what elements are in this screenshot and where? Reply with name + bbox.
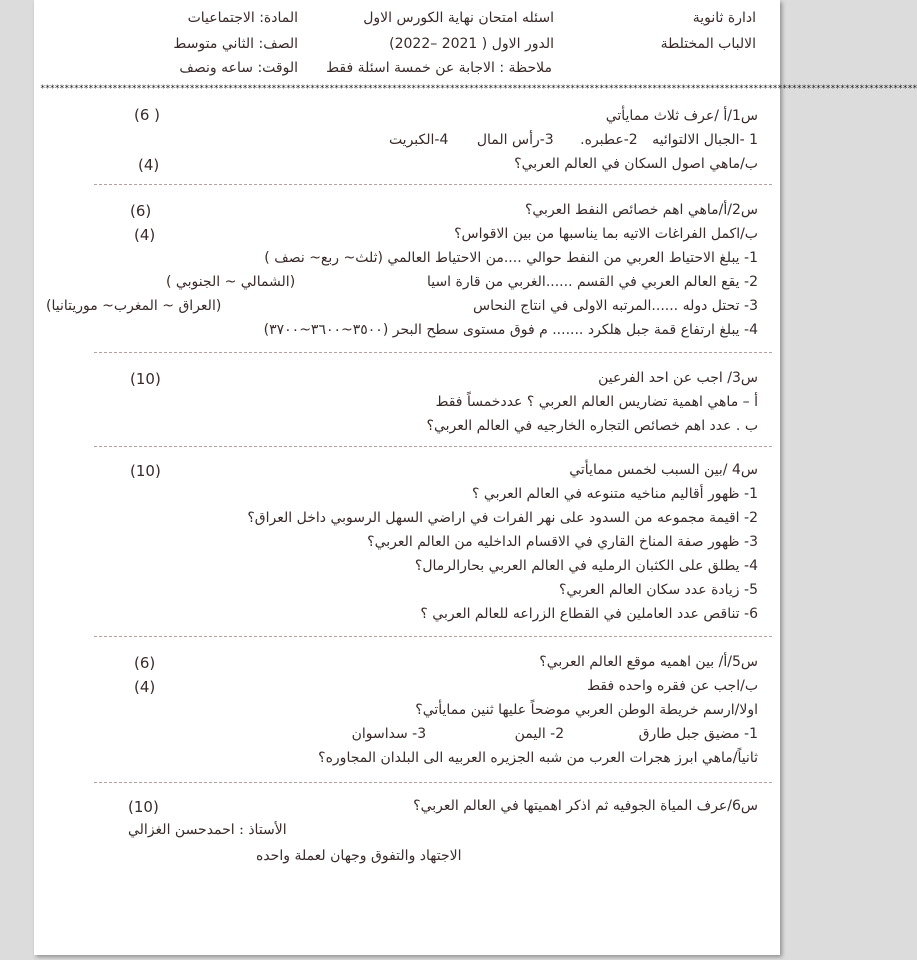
q4-title: س4 /بين السبب لخمس ممايأتي <box>569 462 758 478</box>
header-school-type: الالباب المختلطة <box>660 36 756 52</box>
q2-item-3: 3- تحتل دوله ......المرتبه الاولى في انتاج النحاس <box>473 298 758 314</box>
q5-map-items <box>352 726 758 742</box>
q2-part-b-mark: (4) <box>134 226 156 244</box>
q4-mark: (10) <box>130 462 161 480</box>
q2-item-3-options: (العراق ~ المغرب~ موريتانيا) <box>46 298 222 314</box>
q4-item-3: 3- ظهور صفة المناخ القاري في الاقسام الداخليه من العالم العربي؟ <box>367 534 758 550</box>
q1-term-1: 1 -الجبال الالتوائيه <box>652 132 758 148</box>
header-school: ادارة ثانوية <box>692 10 756 26</box>
q6-mark: (10) <box>128 798 159 816</box>
separator <box>94 352 772 353</box>
q2-part-b: ب/اكمل الفراغات الاتيه بما يناسبها من بين الاقواس؟ <box>454 226 758 242</box>
q4-item-2: 2- اقيمة مجموعه من السدود على نهر الفرات في اراضي السهل الرسوبي داخل العراق؟ <box>247 510 758 526</box>
q1-term-4: 4-الكبريت <box>388 132 449 148</box>
header-note: ملاحظة : الاجابة عن خمسة اسئلة فقط <box>326 60 552 76</box>
q3-mark: (10) <box>130 370 161 388</box>
q2-part-a-mark: (6) <box>130 202 152 220</box>
header-class: الصف: الثاني متوسط <box>173 36 298 52</box>
stars-divider: ************************************************************************************************************************************************************************************** <box>40 84 917 94</box>
q4-item-5: 5- زيادة عدد سكان العالم العربي؟ <box>558 582 758 598</box>
q5-part-b-mark: (4) <box>134 678 156 696</box>
separator <box>94 636 772 637</box>
separator <box>94 446 772 447</box>
header-subject: المادة: الاجتماعيات <box>187 10 298 26</box>
exam-page <box>34 0 917 955</box>
q5-map-item-3: 3- سداسوان <box>351 726 427 742</box>
header-exam-round: الدور الاول ( 2021 –2022) <box>389 36 554 52</box>
q5-part-a: س5/أ/ بين اهميه موقع العالم العربي؟ <box>539 654 758 670</box>
q1-part-a-mark: (6 ) <box>134 106 161 124</box>
q3-title: س3/ اجب عن احد الفرعين <box>598 370 758 386</box>
q3-part-a: أ – ماهي اهمية تضاريس العالم العربي ؟ عددخمساً فقط <box>435 394 758 410</box>
header-exam-title: اسئله امتحان نهاية الكورس الاول <box>363 10 554 26</box>
q5-part-b: ب/اجب عن فقره واحده فقط <box>587 678 758 694</box>
q1-terms <box>389 132 758 148</box>
q5-map-item-2: 2- اليمن <box>514 726 565 742</box>
q2-item-1: 1- يبلغ الاحتياط العربي من النفط حوالي ....من الاحتياط العالمي (ثلث~ ربع~ نصف ) <box>264 250 758 266</box>
q4-item-1: 1- ظهور أقاليم مناخيه متنوعه في العالم العربي ؟ <box>472 486 758 502</box>
q6-title: س6/عرف المياة الجوفيه ثم اذكر اهميتها في العالم العربي؟ <box>413 798 758 814</box>
separator <box>94 184 772 185</box>
q5-map-item-1: 1- مضيق جبل طارق <box>638 726 758 742</box>
header-time: الوقت: ساعه ونصف <box>179 60 298 76</box>
q4-item-6: 6- تناقص عدد العاملين في القطاع الزراعه للعالم العربي ؟ <box>420 606 758 622</box>
q2-part-a: س2/أ/ماهي اهم خصائص النفط العربي؟ <box>524 202 758 218</box>
separator <box>94 782 772 783</box>
q5-second-option: ثانياً/ماهي ابرز هجرات العرب من شبه الجزيره العربيه الى البلدان المجاوره؟ <box>318 750 758 766</box>
q1-part-a: س1/أ /عرف ثلاث ممايأتي <box>605 108 758 124</box>
q2-item-2-options: (الشمالي ~ الجنوبي ) <box>166 274 296 290</box>
q2-item-4: 4- يبلغ ارتفاع قمة جبل هلكرد ....... م فوق مستوى سطح البحر (٣٥٠٠~٣٦٠٠~٣٧٠٠) <box>263 322 758 338</box>
q5-first-option: اولا/ارسم خريطة الوطن العربي موضحاً عليها ثنين ممايأتي؟ <box>415 702 758 718</box>
q3-part-b: ب . عدد اهم خصائص التجاره الخارجيه في العالم العربي؟ <box>426 418 758 434</box>
motto: الاجتهاد والتفوق وجهان لعملة واحده <box>256 848 462 864</box>
q1-term-2: 2-عطبره. <box>580 132 638 148</box>
q5-part-a-mark: (6) <box>134 654 156 672</box>
q1-part-b: ب/ماهي اصول السكان في العالم العربي؟ <box>514 156 758 172</box>
teacher-signature: الأستاذ : احمدحسن الغزالي <box>128 822 287 838</box>
q4-item-4: 4- يطلق على الكثبان الرمليه في العالم العربي بحارالرمال؟ <box>414 558 758 574</box>
q1-term-3: 3-رأس المال <box>476 132 554 148</box>
q2-item-2: 2- يقع العالم العربي في القسم ......الغربي من قارة اسيا <box>426 274 758 290</box>
q1-part-b-mark: (4) <box>138 156 160 174</box>
